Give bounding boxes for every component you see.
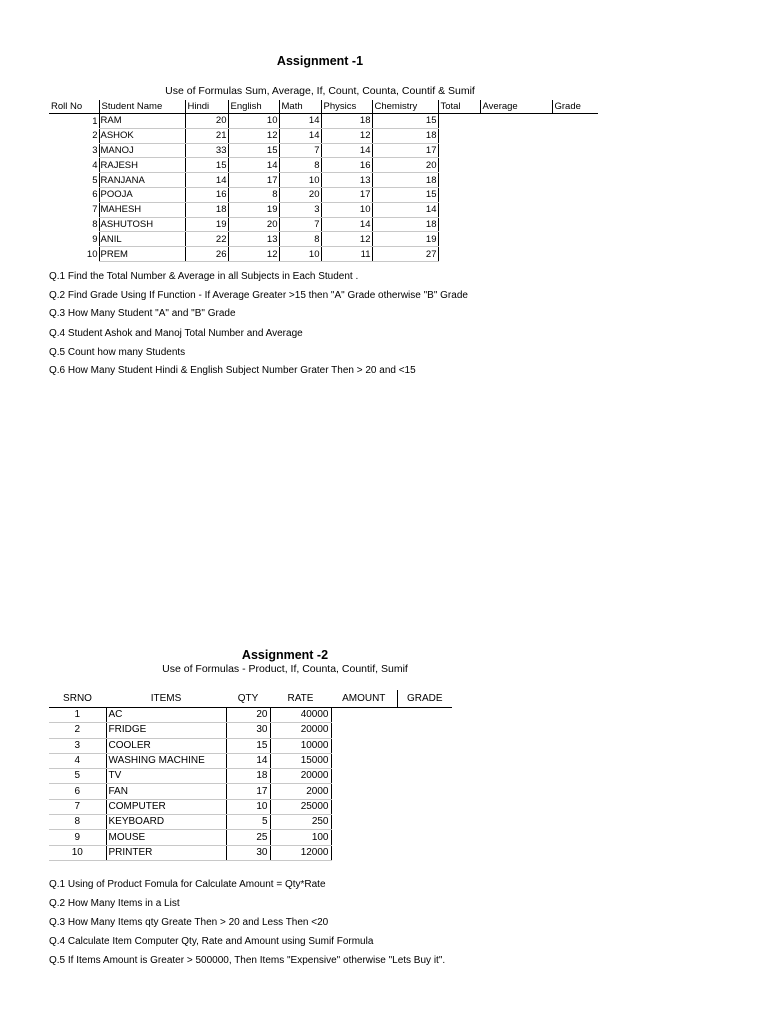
cell-math: 20 — [279, 187, 321, 202]
cell-rate: 15000 — [270, 753, 331, 768]
student-row — [49, 232, 598, 247]
cell-roll-no: 10 — [86, 248, 98, 260]
header-rate: RATE — [270, 690, 331, 708]
cell-srno: 3 — [49, 738, 106, 753]
a2-question-2: Q.2 How Many Items in a List — [49, 898, 180, 909]
item-row — [49, 830, 452, 845]
cell-english: 12 — [228, 247, 279, 262]
cell-empty — [397, 769, 452, 784]
cell-empty — [480, 114, 552, 129]
cell-roll-no: 9 — [92, 233, 98, 245]
cell-roll-no: 3 — [92, 144, 98, 156]
cell-empty — [438, 247, 480, 262]
cell-roll-no: 6 — [92, 189, 98, 201]
cell-srno: 8 — [49, 815, 106, 830]
cell-roll-no: 7 — [92, 204, 98, 216]
cell-physics: 14 — [321, 143, 372, 158]
cell-empty — [331, 830, 397, 845]
cell-empty — [480, 217, 552, 232]
a1-question-2: Q.2 Find Grade Using If Function - If Average Greater >15 then "A" Grade otherwise "B" Grade — [49, 290, 468, 301]
item-row — [49, 815, 452, 830]
item-row — [49, 723, 452, 738]
cell-chemistry: 19 — [372, 232, 438, 247]
cell-empty — [552, 143, 598, 158]
item-row — [49, 845, 452, 860]
cell-empty — [397, 723, 452, 738]
a1-question-4: Q.4 Student Ashok and Manoj Total Number and Average — [49, 328, 303, 339]
cell-rate: 10000 — [270, 738, 331, 753]
cell-empty — [397, 708, 452, 723]
cell-empty — [480, 247, 552, 262]
cell-empty — [480, 158, 552, 173]
cell-hindi: 14 — [185, 173, 228, 188]
cell-rate: 250 — [270, 815, 331, 830]
assignment1-subtitle: Use of Formulas Sum, Average, If, Count, Counta, Countif & Sumif — [165, 85, 475, 97]
item-row — [49, 708, 452, 723]
cell-item: FAN — [106, 784, 226, 799]
cell-physics: 14 — [321, 217, 372, 232]
student-row — [49, 187, 598, 202]
cell-physics: 17 — [321, 187, 372, 202]
student-row — [49, 217, 598, 232]
cell-empty — [552, 187, 598, 202]
cell-math: 7 — [279, 217, 321, 232]
cell-hindi: 15 — [185, 158, 228, 173]
a2-question-3: Q.3 How Many Items qty Greate Then > 20 and Less Then <20 — [49, 917, 329, 928]
cell-roll-no: 8 — [92, 218, 98, 230]
cell-rate: 40000 — [270, 708, 331, 723]
cell-chemistry: 27 — [372, 247, 438, 262]
cell-student-name: MANOJ — [99, 143, 185, 158]
cell-item: WASHING MACHINE — [106, 753, 226, 768]
cell-srno: 4 — [49, 753, 106, 768]
cell-rate: 2000 — [270, 784, 331, 799]
cell-qty: 20 — [226, 708, 270, 723]
cell-empty — [331, 769, 397, 784]
cell-item: AC — [106, 708, 226, 723]
cell-english: 20 — [228, 217, 279, 232]
student-row — [49, 128, 598, 143]
cell-empty — [331, 708, 397, 723]
header-math: Math — [279, 100, 321, 114]
cell-physics: 16 — [321, 158, 372, 173]
cell-math: 3 — [279, 202, 321, 217]
cell-empty — [438, 217, 480, 232]
cell-empty — [438, 114, 480, 129]
cell-qty: 30 — [226, 845, 270, 860]
cell-english: 10 — [228, 114, 279, 129]
cell-qty: 5 — [226, 815, 270, 830]
cell-qty: 10 — [226, 799, 270, 814]
cell-rate: 12000 — [270, 845, 331, 860]
header-physics: Physics — [321, 100, 372, 114]
cell-english: 8 — [228, 187, 279, 202]
cell-empty — [480, 173, 552, 188]
cell-empty — [438, 202, 480, 217]
cell-physics: 11 — [321, 247, 372, 262]
cell-empty — [397, 738, 452, 753]
cell-hindi: 19 — [185, 217, 228, 232]
cell-item: COOLER — [106, 738, 226, 753]
header-chemistry: Chemistry — [372, 100, 438, 114]
cell-chemistry: 18 — [372, 217, 438, 232]
cell-rate: 20000 — [270, 769, 331, 784]
cell-qty: 18 — [226, 769, 270, 784]
cell-empty — [552, 247, 598, 262]
header-student-name: Student Name — [99, 100, 185, 114]
cell-hindi: 21 — [185, 128, 228, 143]
cell-english: 12 — [228, 128, 279, 143]
assignment1-title: Assignment -1 — [276, 54, 364, 68]
cell-empty — [480, 232, 552, 247]
cell-empty — [552, 114, 598, 129]
cell-empty — [331, 723, 397, 738]
item-row — [49, 769, 452, 784]
cell-physics: 13 — [321, 173, 372, 188]
cell-english: 14 — [228, 158, 279, 173]
cell-student-name: PREM — [99, 247, 185, 262]
header-amount: AMOUNT — [331, 690, 397, 708]
cell-empty — [552, 173, 598, 188]
a1-question-5: Q.5 Count how many Students — [49, 347, 186, 358]
cell-english: 15 — [228, 143, 279, 158]
cell-empty — [397, 815, 452, 830]
cell-math: 14 — [279, 114, 321, 129]
cell-chemistry: 15 — [372, 114, 438, 129]
cell-qty: 14 — [226, 753, 270, 768]
cell-empty — [480, 202, 552, 217]
cell-chemistry: 18 — [372, 173, 438, 188]
header-grade2: GRADE — [397, 690, 452, 708]
cell-math: 10 — [279, 173, 321, 188]
cell-student-name: RANJANA — [99, 173, 185, 188]
assignment2-title: Assignment -2 — [241, 648, 329, 662]
cell-empty — [552, 128, 598, 143]
cell-math: 10 — [279, 247, 321, 262]
cell-hindi: 18 — [185, 202, 228, 217]
cell-srno: 10 — [49, 845, 106, 860]
cell-empty — [480, 187, 552, 202]
cell-empty — [331, 738, 397, 753]
cell-student-name: POOJA — [99, 187, 185, 202]
student-row — [49, 158, 598, 173]
cell-empty — [438, 143, 480, 158]
cell-srno: 1 — [49, 708, 106, 723]
a2-question-1: Q.1 Using of Product Fomula for Calculate Amount = Qty*Rate — [49, 879, 326, 890]
student-row — [49, 143, 598, 158]
students-table — [49, 100, 598, 262]
cell-qty: 15 — [226, 738, 270, 753]
cell-srno: 7 — [49, 799, 106, 814]
cell-srno: 9 — [49, 830, 106, 845]
cell-roll-no: 5 — [92, 174, 98, 186]
cell-hindi: 33 — [185, 143, 228, 158]
students-header-row — [49, 100, 598, 114]
cell-student-name: ASHUTOSH — [99, 217, 185, 232]
cell-hindi: 26 — [185, 247, 228, 262]
a2-question-4: Q.4 Calculate Item Computer Qty, Rate and Amount using Sumif Formula — [49, 936, 374, 947]
student-row — [49, 247, 598, 262]
cell-item: TV — [106, 769, 226, 784]
cell-rate: 25000 — [270, 799, 331, 814]
cell-student-name: RAJESH — [99, 158, 185, 173]
cell-english: 13 — [228, 232, 279, 247]
student-row — [49, 173, 598, 188]
cell-roll-no: 4 — [92, 159, 98, 171]
cell-srno: 5 — [49, 769, 106, 784]
cell-english: 19 — [228, 202, 279, 217]
cell-physics: 10 — [321, 202, 372, 217]
cell-item: FRIDGE — [106, 723, 226, 738]
cell-item: COMPUTER — [106, 799, 226, 814]
cell-item: MOUSE — [106, 830, 226, 845]
cell-empty — [397, 753, 452, 768]
cell-empty — [397, 799, 452, 814]
header-total: Total — [438, 100, 480, 114]
item-row — [49, 738, 452, 753]
cell-empty — [480, 128, 552, 143]
cell-chemistry: 17 — [372, 143, 438, 158]
cell-physics: 12 — [321, 232, 372, 247]
a1-question-1: Q.1 Find the Total Number & Average in all Subjects in Each Student . — [49, 271, 359, 282]
student-row — [49, 202, 598, 217]
cell-empty — [331, 753, 397, 768]
cell-english: 17 — [228, 173, 279, 188]
cell-item: PRINTER — [106, 845, 226, 860]
cell-srno: 2 — [49, 723, 106, 738]
cell-qty: 25 — [226, 830, 270, 845]
cell-empty — [552, 217, 598, 232]
cell-srno: 6 — [49, 784, 106, 799]
cell-empty — [397, 784, 452, 799]
cell-item: KEYBOARD — [106, 815, 226, 830]
items-header-row — [49, 690, 452, 708]
item-row — [49, 799, 452, 814]
cell-empty — [438, 232, 480, 247]
cell-chemistry: 20 — [372, 158, 438, 173]
cell-qty: 17 — [226, 784, 270, 799]
header-roll-no: Roll No — [49, 100, 99, 114]
items-table — [49, 690, 452, 861]
cell-physics: 12 — [321, 128, 372, 143]
cell-empty — [331, 784, 397, 799]
cell-math: 14 — [279, 128, 321, 143]
header-grade: Grade — [552, 100, 598, 114]
header-average: Average — [480, 100, 552, 114]
cell-empty — [480, 143, 552, 158]
cell-rate: 20000 — [270, 723, 331, 738]
header-srno: SRNO — [49, 690, 106, 708]
cell-roll-no: 2 — [92, 130, 98, 142]
cell-empty — [438, 158, 480, 173]
cell-math: 8 — [279, 232, 321, 247]
student-row — [49, 114, 598, 129]
a1-question-3: Q.3 How Many Student "A" and "B" Grade — [49, 308, 236, 319]
cell-chemistry: 14 — [372, 202, 438, 217]
cell-student-name: ASHOK — [99, 128, 185, 143]
cell-hindi: 20 — [185, 114, 228, 129]
header-items: ITEMS — [106, 690, 226, 708]
a1-question-6: Q.6 How Many Student Hindi & English Subject Number Grater Then > 20 and <15 — [49, 365, 416, 376]
cell-student-name: ANIL — [99, 232, 185, 247]
cell-empty — [438, 173, 480, 188]
cell-empty — [438, 187, 480, 202]
cell-empty — [438, 128, 480, 143]
item-row — [49, 753, 452, 768]
cell-empty — [552, 158, 598, 173]
header-hindi: Hindi — [185, 100, 228, 114]
cell-student-name: RAM — [99, 114, 185, 129]
header-qty: QTY — [226, 690, 270, 708]
item-row — [49, 784, 452, 799]
cell-math: 7 — [279, 143, 321, 158]
cell-hindi: 16 — [185, 187, 228, 202]
cell-empty — [331, 845, 397, 860]
cell-hindi: 22 — [185, 232, 228, 247]
cell-empty — [397, 845, 452, 860]
cell-empty — [397, 830, 452, 845]
cell-empty — [552, 202, 598, 217]
cell-empty — [331, 799, 397, 814]
cell-chemistry: 18 — [372, 128, 438, 143]
cell-qty: 30 — [226, 723, 270, 738]
cell-physics: 18 — [321, 114, 372, 129]
cell-chemistry: 15 — [372, 187, 438, 202]
cell-roll-no: 1 — [92, 115, 98, 127]
a2-question-5: Q.5 If Items Amount is Greater > 500000, Then Items "Expensive" otherwise "Lets Buy it". — [49, 955, 446, 966]
cell-student-name: MAHESH — [99, 202, 185, 217]
cell-rate: 100 — [270, 830, 331, 845]
assignment2-subtitle: Use of Formulas - Product, If, Counta, Countif, Sumif — [162, 663, 408, 675]
header-english: English — [228, 100, 279, 114]
cell-empty — [552, 232, 598, 247]
cell-empty — [331, 815, 397, 830]
cell-math: 8 — [279, 158, 321, 173]
